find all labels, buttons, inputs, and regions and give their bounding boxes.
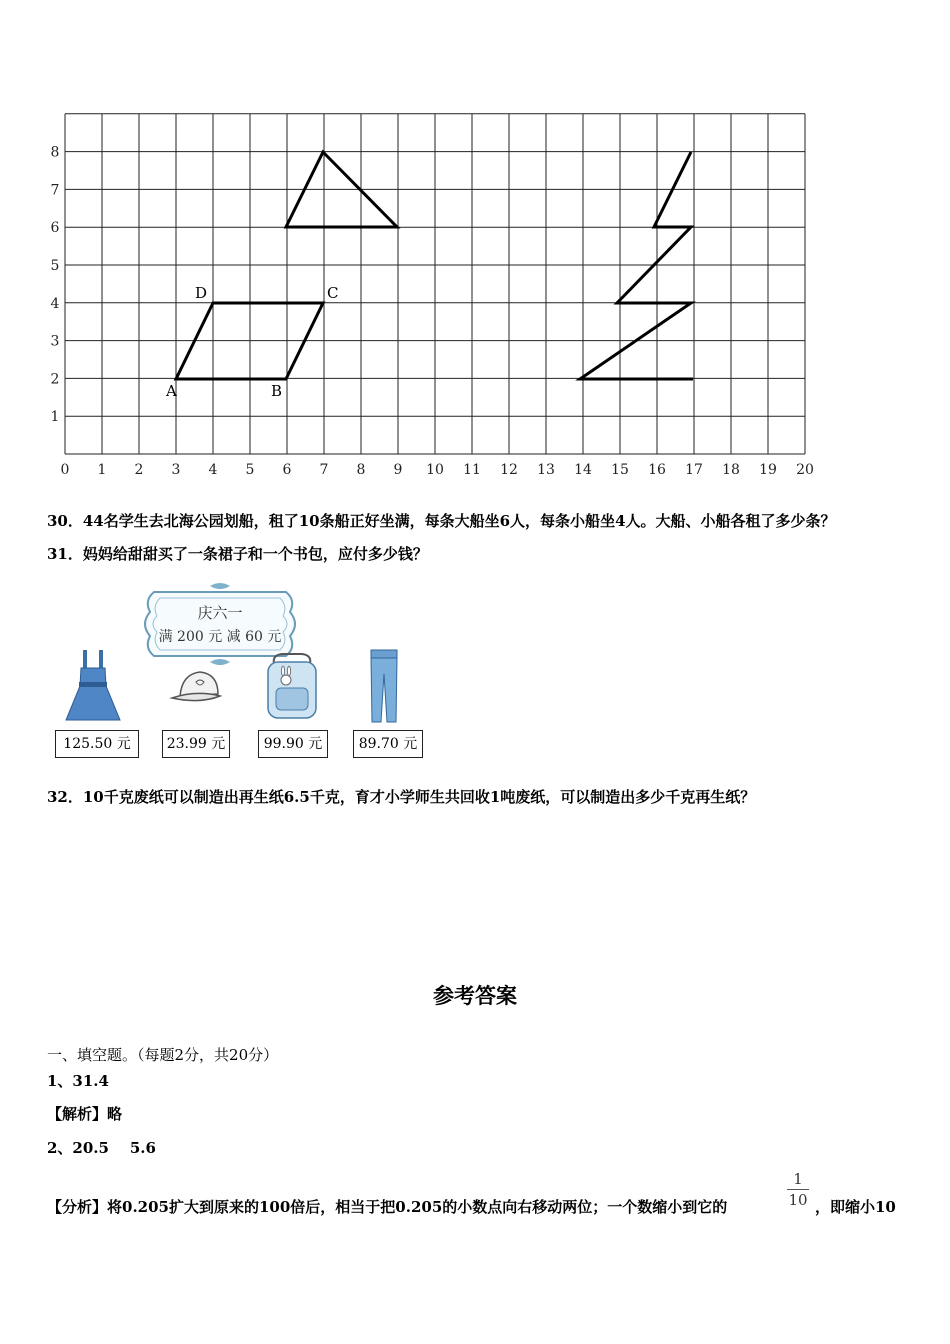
x-tick-label: 17 bbox=[685, 462, 703, 478]
answers-title: 参考答案 bbox=[433, 984, 517, 1008]
x-tick-label: 13 bbox=[537, 462, 555, 478]
x-tick-label: 8 bbox=[356, 462, 366, 478]
price-backpack: 99.90 元 bbox=[258, 730, 328, 758]
dress-icon bbox=[66, 650, 120, 720]
price-jeans: 89.70 元 bbox=[353, 730, 423, 758]
x-tick-label: 20 bbox=[796, 462, 814, 478]
y-tick-label: 6 bbox=[50, 220, 60, 237]
question-31: 31．妈妈给甜甜买了一条裙子和一个书包，应付多少钱？ bbox=[47, 545, 428, 563]
bow-top-icon bbox=[210, 583, 230, 589]
x-tick-label: 16 bbox=[648, 462, 666, 478]
fraction-numerator: 1 bbox=[793, 1170, 803, 1188]
coordinate-grid bbox=[40, 100, 820, 490]
x-tick-label: 1 bbox=[97, 462, 107, 478]
cap-icon bbox=[172, 672, 220, 701]
answer-2-explanation: 【分析】将0.205扩大到原来的100倍后，相当于把0.205的小数点向右移动两位；一个数缩小到它的 bbox=[47, 1198, 728, 1216]
question-32: 32．10千克废纸可以制造出再生纸6.5千克，育才小学师生共回收1吨废纸，可以制造出多少千克再生纸？ bbox=[47, 788, 756, 806]
x-tick-label: 7 bbox=[319, 462, 329, 478]
label-b: B bbox=[271, 382, 283, 400]
x-tick-label: 11 bbox=[463, 462, 481, 478]
price-cap: 23.99 元 bbox=[162, 730, 230, 758]
x-tick-label: 4 bbox=[208, 462, 218, 478]
y-tick-label: 2 bbox=[50, 371, 60, 388]
backpack-icon bbox=[268, 654, 316, 718]
answer-1-explanation: 【解析】略 bbox=[47, 1105, 123, 1123]
x-tick-label: 0 bbox=[60, 462, 70, 478]
grid-svg bbox=[40, 100, 820, 490]
x-tick-label: 5 bbox=[245, 462, 255, 478]
label-a: A bbox=[166, 382, 177, 400]
y-tick-label: 7 bbox=[50, 182, 60, 199]
sign-line2: 满 200 元 减 60 元 bbox=[158, 629, 282, 645]
bow-bottom-icon bbox=[210, 659, 230, 665]
x-tick-label: 9 bbox=[393, 462, 403, 478]
y-tick-label: 5 bbox=[50, 258, 60, 274]
x-tick-label: 12 bbox=[500, 462, 518, 478]
section-heading: 一、填空题。（每题2分，共20分） bbox=[47, 1046, 279, 1064]
sign-line1: 庆六一 bbox=[197, 604, 243, 622]
y-tick-label: 4 bbox=[50, 295, 60, 312]
x-tick-label: 15 bbox=[611, 462, 629, 478]
answer-2-tail: ，即缩小10 bbox=[815, 1198, 896, 1216]
question-30: 30．44名学生去北海公园划船，租了10条船正好坐满，每条大船坐6人，每条小船坐4人。大船、小船各租了多少条？ bbox=[47, 512, 836, 530]
x-tick-label: 19 bbox=[759, 462, 777, 478]
x-tick-label: 18 bbox=[722, 462, 740, 478]
label-c: C bbox=[327, 284, 339, 302]
price-dress: 125.50 元 bbox=[55, 730, 139, 758]
answer-1: 1、31.4 bbox=[47, 1072, 109, 1090]
y-tick-label: 1 bbox=[50, 409, 60, 426]
x-tick-label: 2 bbox=[134, 462, 144, 478]
y-tick-label: 3 bbox=[50, 333, 60, 350]
y-tick-label: 8 bbox=[50, 144, 60, 161]
jeans-icon bbox=[371, 650, 397, 722]
fraction-bar bbox=[787, 1189, 809, 1190]
sale-sign bbox=[145, 583, 295, 665]
x-tick-label: 6 bbox=[282, 462, 292, 478]
fraction-denominator: 10 bbox=[788, 1191, 808, 1209]
label-d: D bbox=[195, 284, 208, 302]
answer-2: 2、20.5 5.6 bbox=[47, 1139, 156, 1157]
x-tick-label: 10 bbox=[426, 462, 444, 478]
x-tick-label: 3 bbox=[171, 462, 181, 478]
fraction-one-tenth bbox=[787, 1170, 809, 1209]
x-tick-label: 14 bbox=[574, 462, 592, 478]
